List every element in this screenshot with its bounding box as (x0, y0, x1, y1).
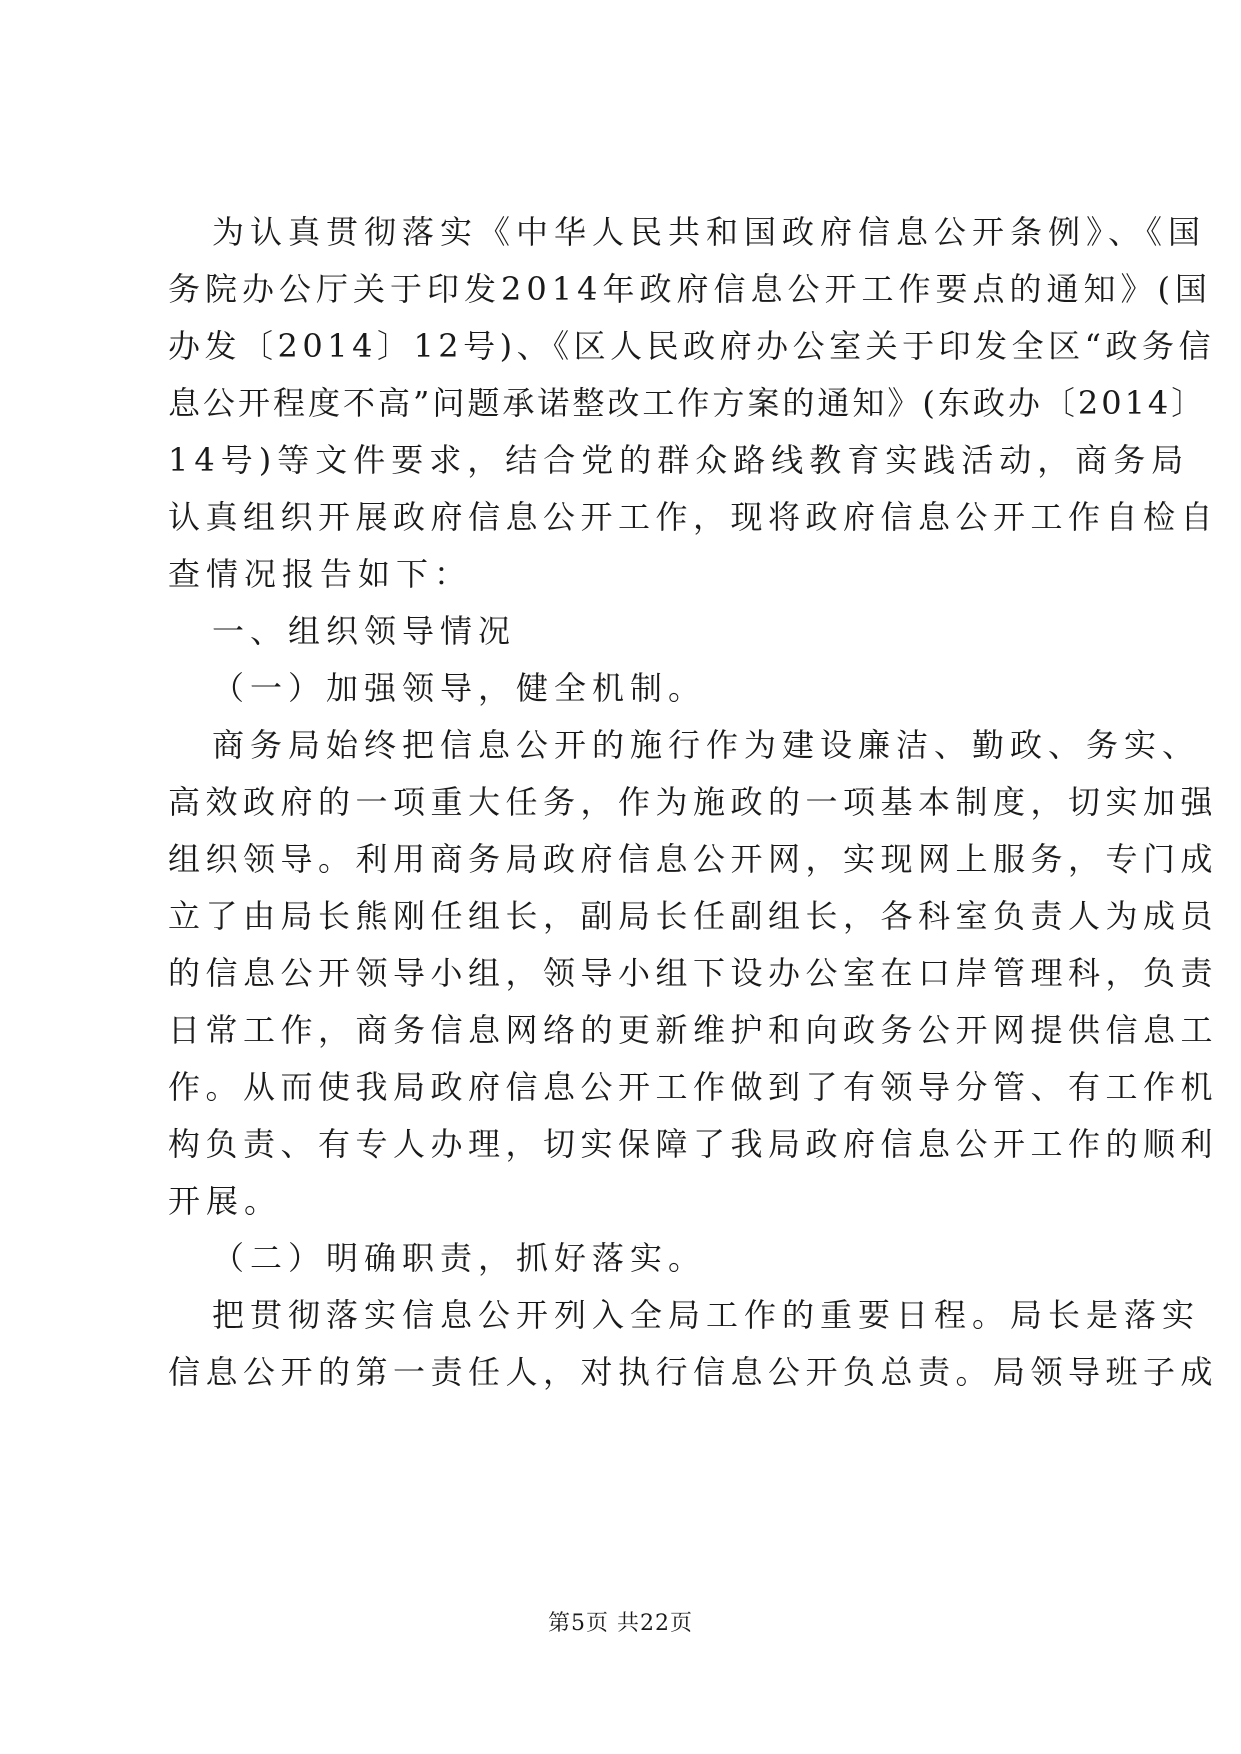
paragraph-line: 开展。 (168, 1182, 283, 1220)
page-number-footer: 第5页 共22页 (548, 1611, 693, 1636)
subsection-heading: （一）加强领导，健全机制。 (212, 669, 707, 707)
paragraph-line: 商务局始终把信息公开的施行作为建设廉洁、勤政、务实、 (212, 726, 1201, 764)
paragraph-line: 为认真贯彻落实《中华人民共和国政府信息公开条例》、《国 (212, 213, 1207, 251)
paragraph-line: 组织领导。利用商务局政府信息公开网，实现网上服务，专门成 (168, 840, 1219, 878)
paragraph-line: 认真组织开展政府信息公开工作，现将政府信息公开工作自检自 (168, 498, 1219, 536)
subsection-heading: （二）明确职责，抓好落实。 (212, 1239, 707, 1277)
paragraph-line: 高效政府的一项重大任务，作为施政的一项基本制度，切实加强 (168, 783, 1219, 821)
paragraph-line: 查情况报告如下： (168, 555, 473, 593)
paragraph-line: 办发〔2014〕12号)、《区人民政府办公室关于印发全区“政务信 (168, 327, 1216, 365)
paragraph-line: 14号)等文件要求，结合党的群众路线教育实践活动，商务局 (168, 441, 1190, 479)
paragraph-line: 构负责、有专人办理，切实保障了我局政府信息公开工作的顺利 (168, 1125, 1219, 1163)
paragraph-line: 作。从而使我局政府信息公开工作做到了有领导分管、有工作机 (168, 1068, 1219, 1106)
section-heading: 一、组织领导情况 (212, 612, 517, 650)
paragraph-line: 信息公开的第一责任人，对执行信息公开负总责。局领导班子成 (168, 1353, 1219, 1391)
paragraph-line: 把贯彻落实信息公开列入全局工作的重要日程。局长是落实 (212, 1296, 1201, 1334)
paragraph-line: 息公开程度不高”问题承诺整改工作方案的通知》(东政办〔2014〕 (168, 384, 1207, 422)
paragraph-line: 立了由局长熊刚任组长，副局长任副组长，各科室负责人为成员 (168, 897, 1219, 935)
paragraph-line: 日常工作，商务信息网络的更新维护和向政务公开网提供信息工 (168, 1011, 1219, 1049)
paragraph-line: 务院办公厅关于印发2014年政府信息公开工作要点的通知》(国 (168, 270, 1212, 308)
paragraph-line: 的信息公开领导小组，领导小组下设办公室在口岸管理科，负责 (168, 954, 1219, 992)
